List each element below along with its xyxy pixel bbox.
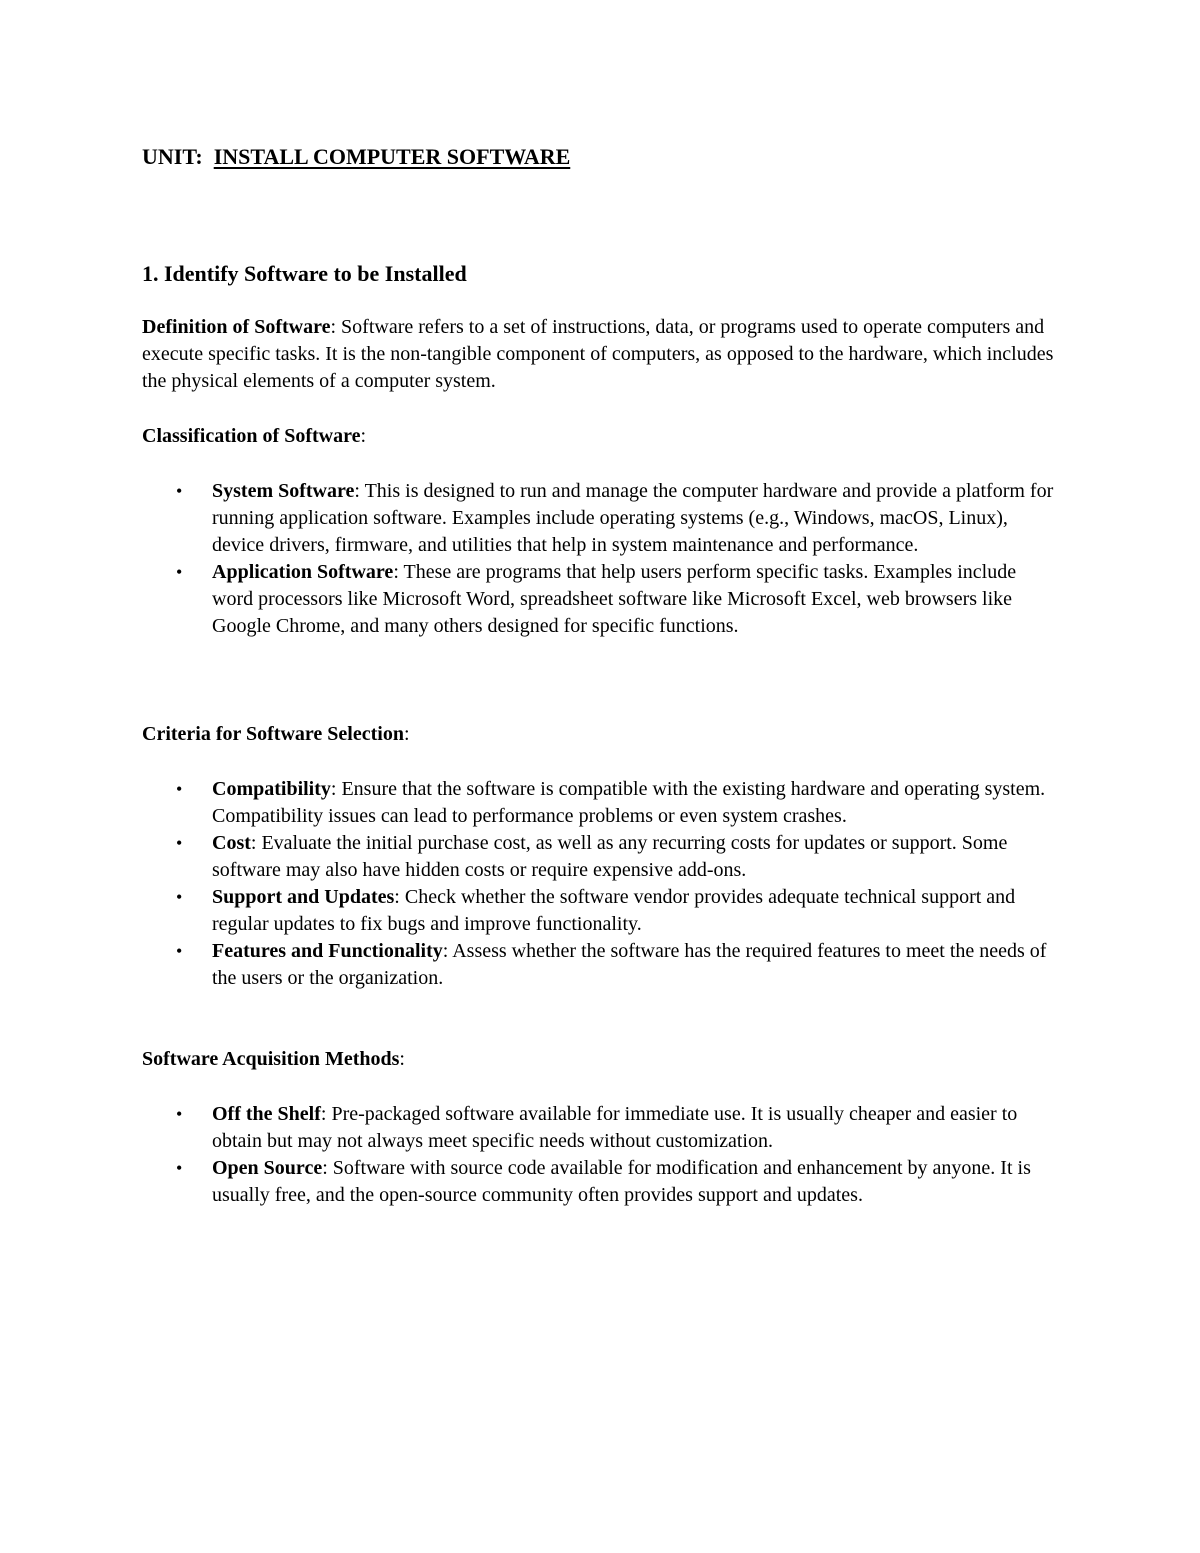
classification-list (142, 478, 1062, 640)
definition-text: : Software refers to a set of instructions, data, or programs used to operate computers and execute specific tasks. It is the non-tangible component of computers, as opposed to the hardware, which includes the physical elements of a computer system. (142, 316, 1054, 392)
bullet-icon: • (176, 562, 183, 582)
list-item (142, 776, 1062, 830)
list-item-text: : Pre-packaged software available for immediate use. It is usually cheaper and easier to obtain but may not always meet specific needs without customization. (212, 1103, 1018, 1152)
list-item (142, 1155, 1062, 1209)
section-heading: 1. Identify Software to be Installed (142, 261, 467, 286)
unit-name: INSTALL COMPUTER SOFTWARE (213, 144, 571, 169)
unit-label: UNIT: (142, 144, 203, 169)
list-item-term: Application Software (212, 561, 394, 583)
criteria-heading (142, 721, 1062, 748)
bullet-icon: • (176, 779, 183, 799)
acquisition-heading-text: Software Acquisition Methods (142, 1048, 400, 1070)
list-item-text: : Assess whether the software has the required features to meet the needs of the users or the organization. (212, 940, 1047, 989)
list-item-text: : Check whether the software vendor provides adequate technical support and regular updates to fix bugs and improve functionality. (212, 886, 1016, 935)
criteria-list (142, 776, 1062, 992)
list-item-term: Cost (212, 832, 251, 854)
criteria-heading-text: Criteria for Software Selection (142, 723, 404, 745)
list-item-term: Compatibility (212, 778, 331, 800)
list-item (142, 830, 1062, 884)
list-item (142, 478, 1062, 559)
list-item-text: : Software with source code available for modification and enhancement by anyone. It is usually free, and the open-source community often provides support and updates. (212, 1157, 1031, 1206)
list-item-text: : Evaluate the initial purchase cost, as well as any recurring costs for updates or support. Some software may also have hidden costs or require expensive add-ons. (212, 832, 1008, 881)
classification-heading-text: Classification of Software (142, 425, 361, 447)
bullet-icon: • (176, 1104, 183, 1124)
criteria-heading-suffix: : (403, 723, 410, 745)
list-item (142, 559, 1062, 640)
classification-heading (142, 423, 1062, 450)
classification-heading-suffix: : (360, 425, 367, 447)
list-item (142, 1101, 1062, 1155)
bullet-icon: • (176, 833, 183, 853)
bullet-icon: • (176, 481, 183, 501)
list-item-text: : This is designed to run and manage the computer hardware and provide a platform for running application software. Examples include operating systems (e.g., Windows, macOS, Linux), device drivers, firmware, and utilities that help in system maintenance and performance. (212, 480, 1054, 556)
list-item-text: : Ensure that the software is compatible with the existing hardware and operating system. Compatibility issues can lead to performance problems or even system crashes. (212, 778, 1046, 827)
list-item-term: Features and Functionality (212, 940, 443, 962)
list-item-term: Support and Updates (212, 886, 395, 908)
acquisition-list (142, 1101, 1062, 1209)
acquisition-heading (142, 1046, 1062, 1073)
list-item-term: System Software (212, 480, 355, 502)
list-item-text: : These are programs that help users perform specific tasks. Examples include word processors like Microsoft Word, spreadsheet software like Microsoft Excel, web browsers like Google Chrome, and many others designed for specific functions. (212, 561, 1017, 637)
list-item-term: Off the Shelf (212, 1103, 321, 1125)
bullet-icon: • (176, 887, 183, 907)
definition-term: Definition of Software (142, 316, 331, 338)
bullet-icon: • (176, 941, 183, 961)
unit-title (142, 142, 570, 172)
acquisition-heading-suffix: : (399, 1048, 405, 1070)
bullet-icon: • (176, 1158, 183, 1178)
list-item (142, 884, 1062, 938)
definition-paragraph (142, 314, 1062, 395)
list-item-term: Open Source (212, 1157, 323, 1179)
list-item (142, 938, 1062, 992)
